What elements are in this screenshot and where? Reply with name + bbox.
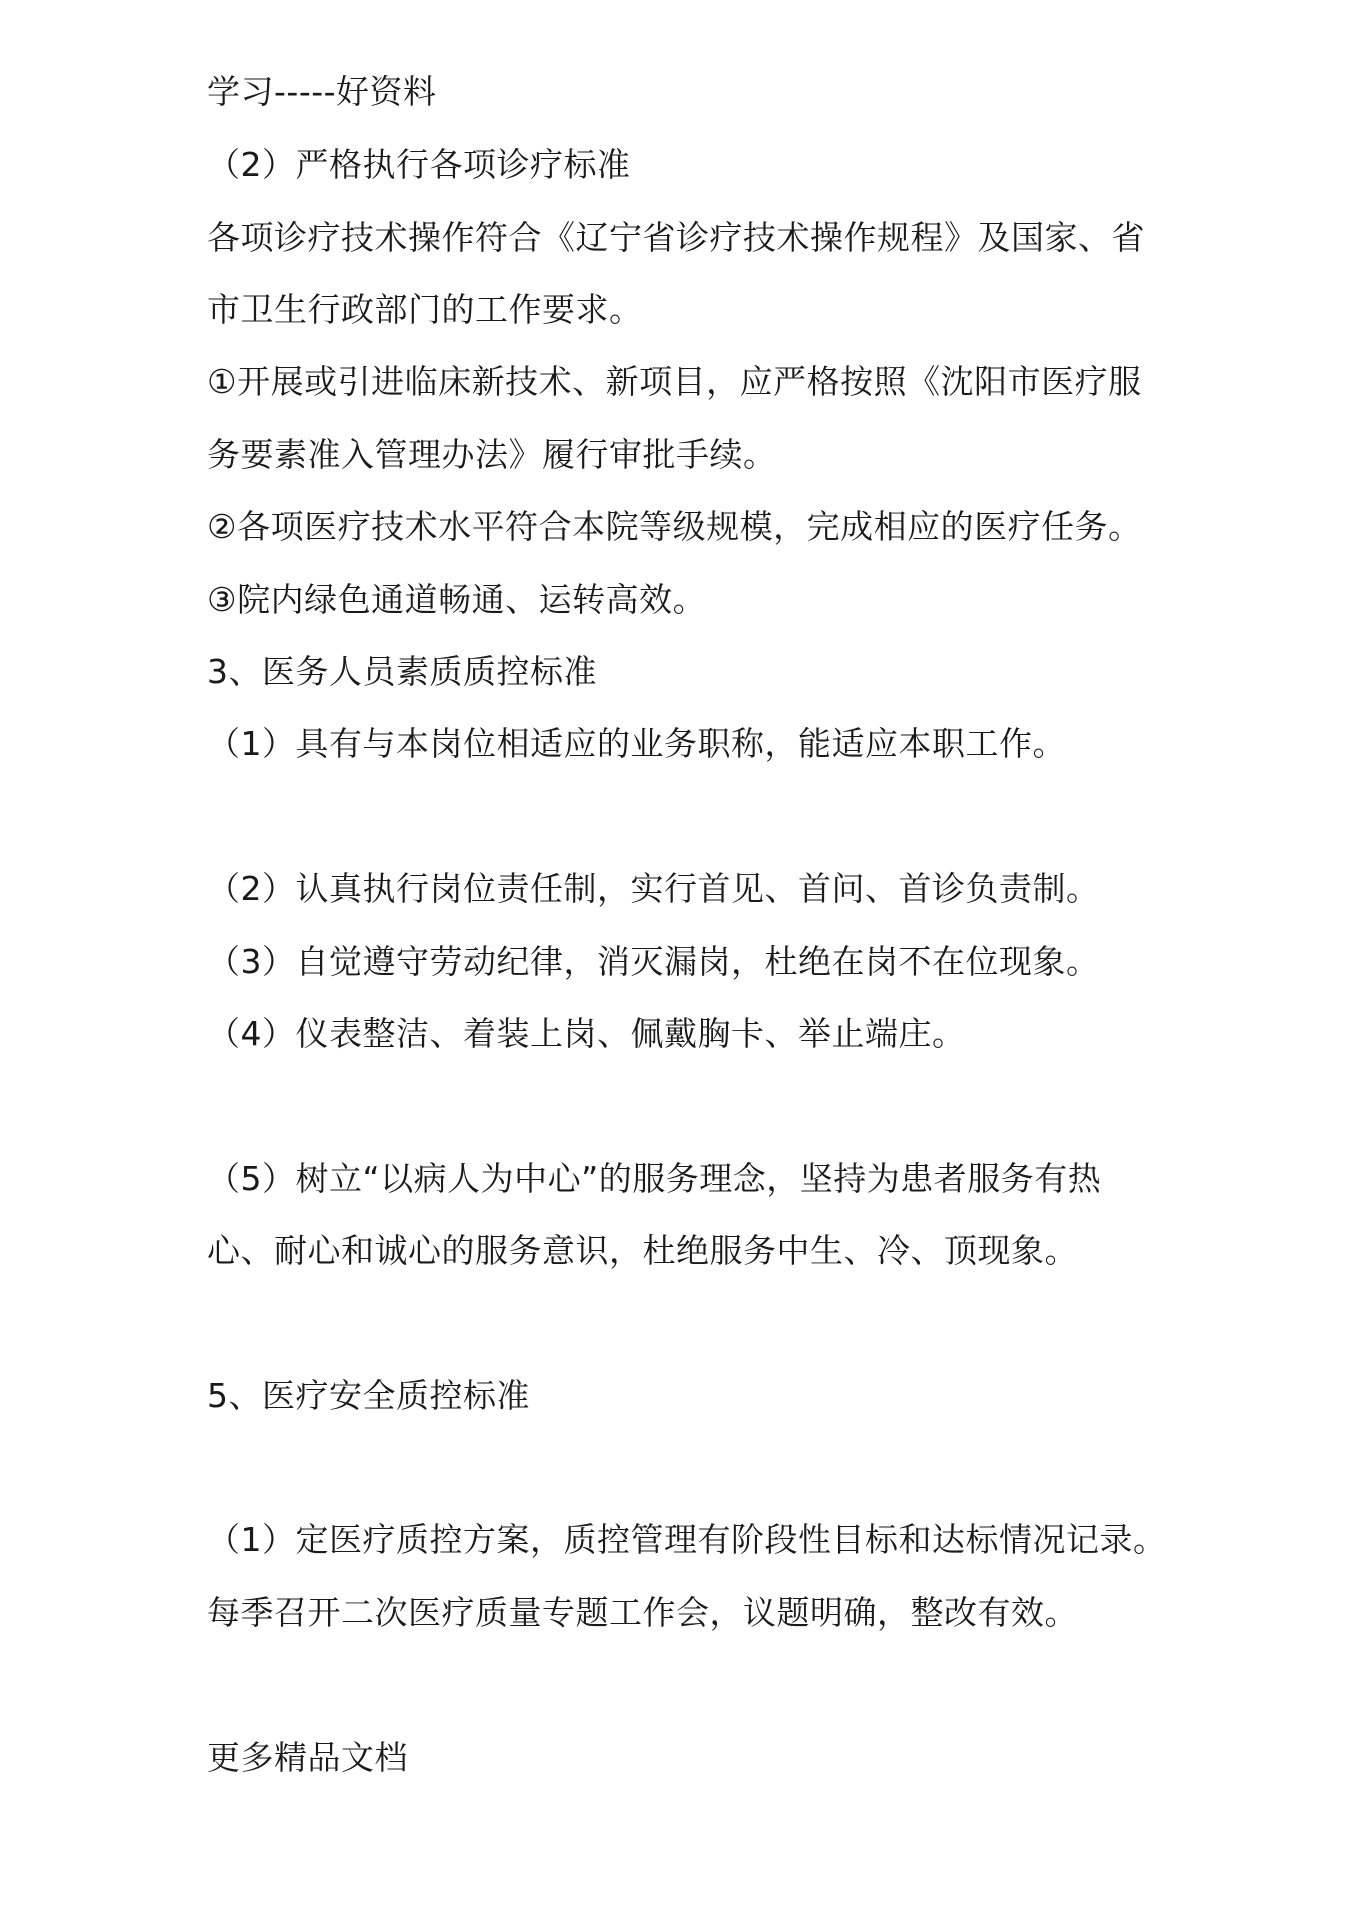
paragraph-line: ①开展或引进临床新技术、新项目，应严格按照《沈阳市医疗服 — [207, 362, 1142, 401]
paragraph-line: ③院内绿色通道畅通、运转高效。 — [207, 580, 707, 619]
paragraph-line: ②各项医疗技术水平符合本院等级规模，完成相应的医疗任务。 — [207, 507, 1142, 546]
paragraph-line: （2）认真执行岗位责任制，实行首见、首问、首诊负责制。 — [207, 869, 1100, 908]
paragraph-line: （3）自觉遵守劳动纪律，消灭漏岗，杜绝在岗不在位现象。 — [207, 942, 1100, 981]
paragraph-line: 心、耐心和诚心的服务意识，杜绝服务中生、冷、顶现象。 — [207, 1231, 1078, 1270]
paragraph-line: （5）树立“以病人为中心”的服务理念，坚持为患者服务有热 — [207, 1159, 1102, 1198]
paragraph-line: 各项诊疗技术操作符合《辽宁省诊疗技术操作规程》及国家、省 — [207, 218, 1145, 257]
paragraph-line: （4）仪表整洁、着装上岗、佩戴胸卡、举止端庄。 — [207, 1014, 966, 1053]
paragraph-line: 市卫生行政部门的工作要求。 — [207, 290, 643, 329]
paragraph-line: 务要素准入管理办法》履行审批手续。 — [207, 435, 777, 474]
page-footer: 更多精品文档 — [207, 1738, 408, 1777]
paragraph-line: 每季召开二次医疗质量专题工作会，议题明确，整改有效。 — [207, 1593, 1078, 1632]
section-heading: 5、医疗安全质控标准 — [207, 1376, 530, 1415]
section-heading: 3、医务人员素质质控标准 — [207, 652, 597, 691]
subsection-heading: （2）严格执行各项诊疗标准 — [207, 145, 631, 184]
paragraph-line: （1）定医疗质控方案，质控管理有阶段性目标和达标情况记录。 — [207, 1520, 1167, 1559]
paragraph-line: （1）具有与本岗位相适应的业务职称，能适应本职工作。 — [207, 724, 1066, 763]
page-header: 学习-----好资料 — [207, 72, 437, 111]
